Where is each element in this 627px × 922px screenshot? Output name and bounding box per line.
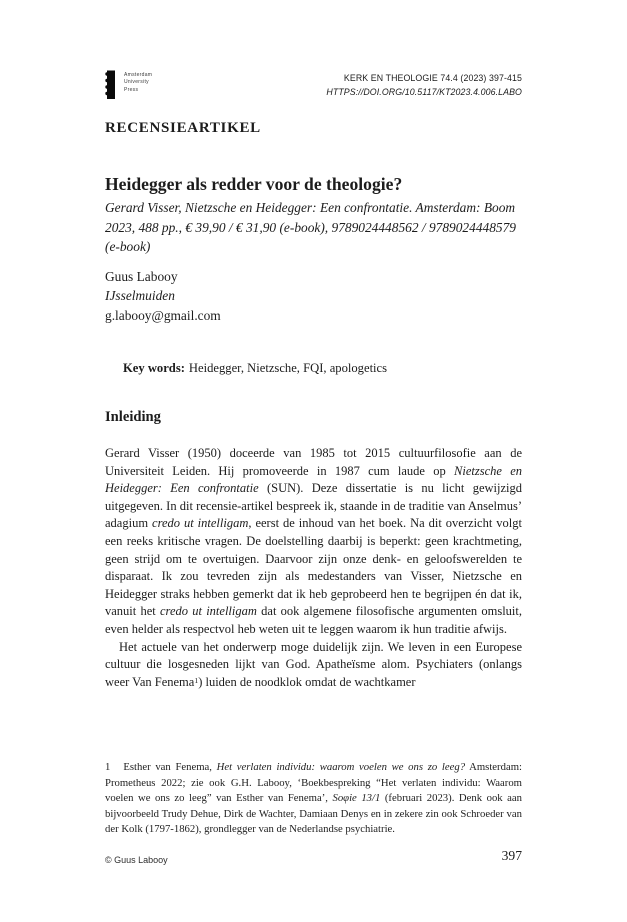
footnote-number: 1: [105, 761, 111, 773]
paragraph: Het actuele van het onderwerp moge duidelijk zijn. We leven in een Europese cultuur die losgesneden lijkt van God. Apatheïsme alom. Psychiaters (onlangs weer Van Fenema$^1$) luiden de noodklok omdat de wachtkamer: [105, 639, 522, 689]
author-place: IJsselmuiden: [105, 288, 175, 304]
publisher-logo: [105, 69, 152, 100]
journal-reference: [326, 72, 522, 99]
page-number: 397: [501, 848, 522, 863]
doi-line: HTTPS://DOI.ORG/10.5117/KT2023.4.006.LABO: [326, 86, 522, 97]
publisher-logo-line: Amsterdam: [124, 72, 153, 78]
author-block: [105, 267, 221, 325]
body-paragraphs: [105, 445, 522, 763]
footnote: [105, 760, 522, 838]
article-type-label: RECENSIEARTIKEL: [105, 120, 261, 136]
journal-citation: KERK EN THEOLOGIE 74.4 (2023) 397-415: [343, 73, 522, 83]
paragraph: Gerard Visser (1950) doceerde van 1985 tot 2015 cultuurfilosofie aan de Universiteit Leiden. Hij promoveerde in 1987 cum laude op Nietzsche en Heidegger: Een confrontatie (SUN). Deze dissertatie is nu licht gewijzigd uitgegeven. In dit recensie-artikel bespreek ik, staande in de traditie van Anselmus’ adagium credo ut intelligam, eerst de inhoud van het boek. Na dit overzicht volgt een reeks kritische vragen. De doelstelling daarbij is beperkt: geen krachtmeting, geen strijd om te overtuigen. Daarvoor zijn onze denk- en geloofswerelden te disparaat. Ik zou tevreden zijn als medestanders van Visser, Nietzsche en Heidegger straks hebben gemerkt dat ik heb geprobeerd hen te begrijpen én dat ik, vanuit het credo ut intelligam dat ook algemene filosofische argumenten omsluit, even helder als respectvol heb weten uit te leggen waarom ik hun traditie afwijs.: [105, 446, 522, 636]
article-title: Heidegger als redder voor de theologie?: [105, 174, 403, 194]
section-heading: Inleiding: [105, 409, 161, 425]
author-name: Guus Labooy: [105, 269, 178, 284]
author-email: g.labooy@gmail.com: [105, 307, 221, 323]
title-block: [105, 174, 522, 257]
footer-copyright: © Guus Labooy: [105, 855, 168, 865]
publisher-logo-line: University: [124, 79, 149, 86]
keywords-label: Key words:: [123, 361, 185, 375]
article-subtitle: Gerard Visser, Nietzsche en Heidegger: Een confrontatie. Amsterdam: Boom 2023, 488 pp., € 39,90 / € 31,90 (e-book), 9789024448562 / 9789024448579 (e-book): [105, 200, 516, 255]
footnote-text: Esther van Fenema, Het verlaten individu: waarom voelen we ons zo leeg? Amsterdam: Prometheus 2022; zie ook G.H. Labooy, ‘Boekbespreking “Het verlaten individu: Waarom voelen we ons zo leeg” van Esther van Fenema’, Soφie 13/1 (februari 2023). Denk ook aan bijvoorbeeld Trudy Dehue, Dirk de Wachter, Damiaan Denys en in zekere zin ook Schroeder van der Kolk (1797-1862), grondlegger van de Nederlandse psychiatrie.: [105, 761, 522, 836]
keywords: [123, 361, 387, 376]
publisher-logo-text: [124, 69, 152, 94]
amsterdam-university-press-logo-icon: [105, 70, 116, 100]
keywords-value: Heidegger, Nietzsche, FQI, apologetics: [188, 361, 388, 375]
publisher-logo-line: Press: [124, 86, 139, 93]
